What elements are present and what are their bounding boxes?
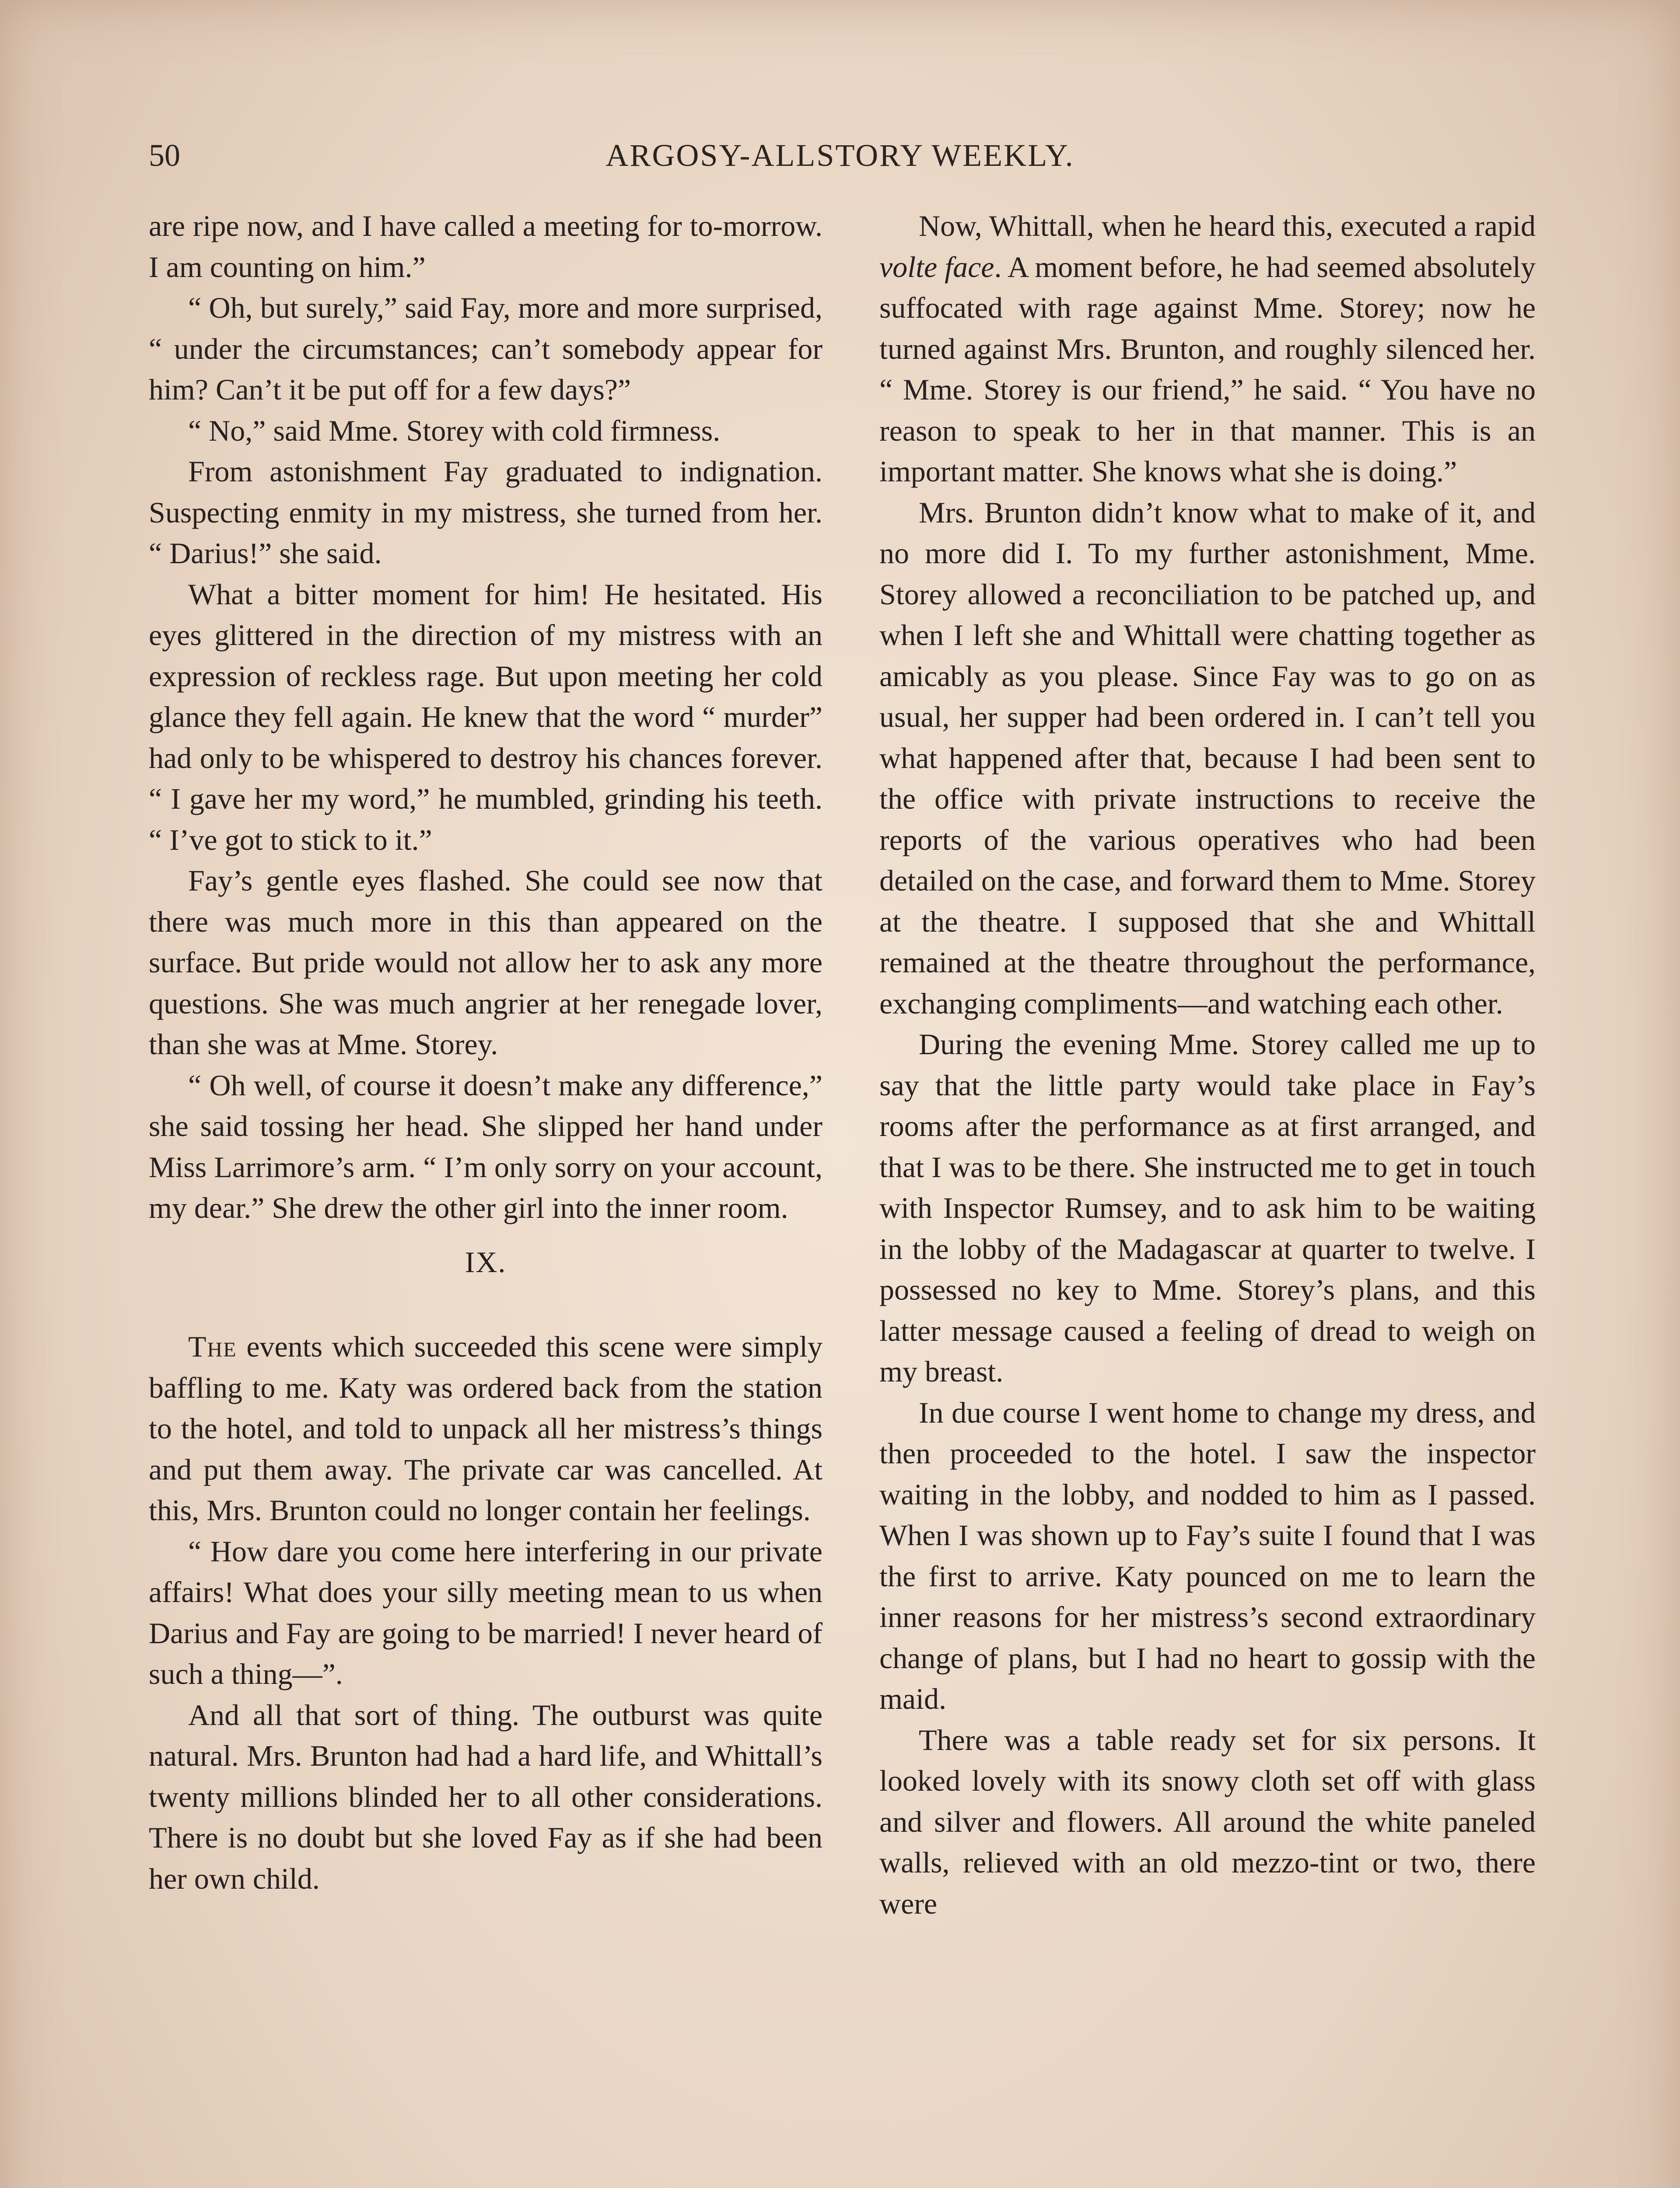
paragraph-text: . A moment before, he had seemed absolutely suffocated with rage against Mme. Storey; now he turned against Mrs. Brunton, and roughly silenced her. “ Mme. Storey is our friend,” he said. “ You have no reason to speak to her in that manner. This is an important matter. She knows what she is doing.” (879, 250, 1536, 488)
paragraph: What a bitter moment for him! He hesitated. His eyes glittered in the direction of my mistress with an expression of reckless rage. But upon meeting her cold glance they fell again. He knew that the word “ murder” had only to be whispered to destroy his chances forever. “ I gave her my word,” he mumbled, grinding his teeth. “ I’ve got to stick to it.” (149, 577, 822, 856)
page-header (149, 131, 1531, 179)
paragraph (149, 1326, 822, 1531)
section-heading: IX. (465, 1245, 507, 1279)
paragraph: “ How dare you come here interfering in our private affairs! What does your silly meeting mean to us when Darius and Fay are going to be married! I never heard of such a thing—”. (149, 1534, 822, 1690)
paragraph: From astonishment Fay graduated to indignation. Suspecting enmity in my mistress, she turned from her. “ Darius!” she said. (149, 455, 822, 570)
paragraph: Mrs. Brunton didn’t know what to make of it, and no more did I. To my further astonishment, Mme. Storey allowed a reconciliation to be patched up, and when I left she and Whittall were chatting together as amicably as you please. Since Fay was to go on as usual, her supper had been ordered in. I can’t tell you what happened after that, because I had been sent to the office with private instructions to receive the reports of the various operatives who had been detailed on the case, and forward them to Mme. Storey at the theatre. I supposed that she and Whittall remained at the theatre throughout the performance, exchanging compliments—and watching each other. (879, 495, 1536, 1020)
paragraph (879, 206, 1536, 492)
paragraph-text: Now, Whittall, when he heard this, executed a rapid (919, 209, 1536, 242)
paragraph: “ Oh well, of course it doesn’t make any difference,” she said tossing her head. She slipped her hand under Miss Larrimore’s arm. “ I’m only sorry on your account, my dear.” She drew the other girl into the inner room. (149, 1068, 822, 1224)
page-number: 50 (149, 138, 180, 173)
paragraph: Fay’s gentle eyes flashed. She could see now that there was much more in this than appeared on the surface. But pride would not allow her to ask any more questions. She was much angrier at her renegade lover, than she was at Mme. Storey. (149, 864, 822, 1061)
paragraph: “ Oh, but surely,” said Fay, more and more surprised, “ under the circumstances; can’t somebody appear for him? Can’t it be put off for a few days?” (149, 291, 822, 406)
left-column (149, 206, 822, 1899)
paragraph: In due course I went home to change my dress, and then proceeded to the hotel. I saw the inspector waiting in the lobby, and nodded to him as I passed. When I was shown up to Fay’s suite I found that I was the first to arrive. Katy pounced on me to learn the inner reasons for her mistress’s second extraordinary change of plans, but I had no heart to gossip with the maid. (879, 1396, 1536, 1715)
paragraph: And all that sort of thing. The outburst was quite natural. Mrs. Brunton had had a hard life, and Whittall’s twenty millions blinded her to all other considerations. There is no doubt but she loved Fay as if she had been her own child. (149, 1698, 822, 1895)
italic-phrase: volte face (879, 250, 994, 284)
paragraph: are ripe now, and I have called a meeting for to-morrow. I am counting on him.” (149, 209, 822, 284)
paragraph: There was a table ready set for six persons. It looked lovely with its snowy cloth set off with glass and silver and flowers. All around the white paneled walls, relieved with an old mezzo-tint or two, there were (879, 1723, 1536, 1920)
drop-word: The (188, 1330, 237, 1363)
right-column (879, 206, 1536, 1924)
paragraph-text: events which succeeded this scene were simply baffling to me. Katy was ordered back from the station to the hotel, and told to unpack all her mistress’s things and put them away. The private car was cancelled. At this, Mrs. Brunton could no longer contain her feelings. (149, 1330, 822, 1527)
running-head: ARGOSY-ALLSTORY WEEKLY. (606, 138, 1074, 173)
paragraph: During the evening Mme. Storey called me up to say that the little party would take place in Fay’s rooms after the performance as at first arranged, and that I was to be there. She instructed me to get in touch with Inspector Rumsey, and to ask him to be waiting in the lobby of the Madagascar at quarter to twelve. I possessed no key to Mme. Storey’s plans, and this latter message caused a feeling of dread to weigh on my breast. (879, 1027, 1536, 1388)
paragraph: “ No,” said Mme. Storey with cold firmness. (188, 414, 721, 447)
